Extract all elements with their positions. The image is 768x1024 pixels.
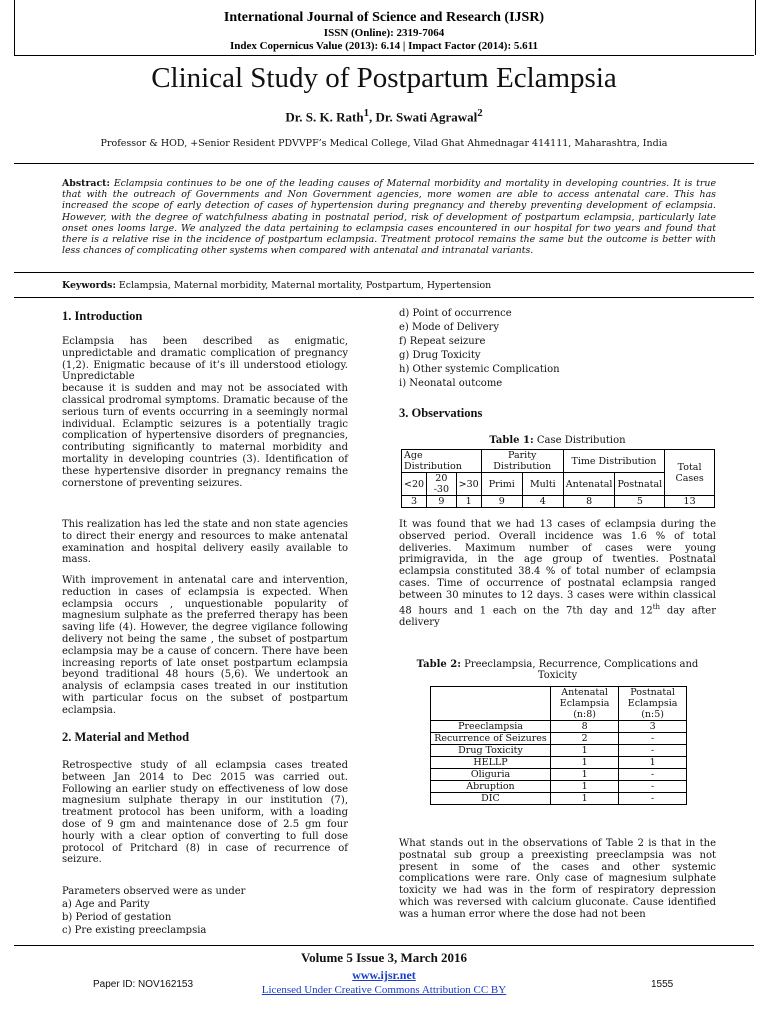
table1-sub: Primi (481, 473, 522, 496)
table2-h-ante: Antenatal Eclampsia (n:8) (551, 687, 619, 721)
params-list (62, 885, 348, 937)
intro-para-1 (62, 336, 348, 489)
table1 (401, 449, 715, 508)
footer-url-link[interactable]: www.ijsr.net (352, 968, 416, 982)
table2-h-post: Postnatal Eclampsia (n:5) (619, 687, 687, 721)
table2-cell: - (619, 733, 687, 745)
intro-heading: 1. Introduction (62, 309, 143, 323)
list-item: b) Period of gestation (62, 912, 172, 923)
list-item: a) Age and Parity (62, 899, 150, 910)
intro-para-1b: because it is sudden and may not be associated with classical prodromal symptoms. Dramatic because of the serious turn of events occurring in a seemingly normal individual. Eclamptic seizures is a potentially tragic complication of hypertensive disorders of pregnancies, contributing significantly to maternal morbidity and mortality in developing countries (3). Identification of these hypertensive disorder in pregnancy remains the cornerstone of preventing seizures. (62, 383, 348, 489)
list-item: h) Other systemic Complication (399, 364, 560, 375)
keywords-label: Keywords: (62, 280, 116, 291)
table2-caption-label: Table 2: (416, 659, 461, 670)
keywords (62, 280, 716, 291)
table2-cell: HELLP (431, 757, 551, 769)
intro-para-2: This realization has led the state and non state agencies to direct their energy and resources to make antenatal examination and hospital delivery easily available to mass. (62, 519, 348, 566)
table-row (431, 721, 687, 733)
table2-cell: 1 (551, 745, 619, 757)
table-row (431, 769, 687, 781)
abstract-bottom-rule (14, 272, 754, 273)
abstract-label: Abstract: (62, 178, 110, 189)
authors (0, 107, 768, 125)
observations-sup: th (652, 602, 661, 611)
observations-para-1a: It was found that we had 13 cases of eclampsia during the observed period. Overall incidence was 1.6 % of total deliveries. Maximum number of cases were young primigravida, in the age group of twenties. Postnatal eclampsia constituted 38.4 % of total number of eclampsia cases. Time of occurrence of postnatal eclampsia ranged between 30 minutes to 12 days. 3 cases were within classical 48 hours and 1 each on the 7th day and 12 (399, 519, 716, 616)
table2-cell: - (619, 793, 687, 805)
observations-heading: 3. Observations (399, 406, 483, 420)
table1-h-age: Age Distribution (402, 450, 482, 473)
list-item: g) Drug Toxicity (399, 350, 481, 361)
table2-cell: Abruption (431, 781, 551, 793)
keywords-rule (14, 297, 754, 298)
list-item: c) Pre existing preeclampsia (62, 925, 207, 936)
table-row (431, 733, 687, 745)
observations-para-1b: day after delivery (399, 604, 716, 628)
params-list-cont (399, 307, 716, 391)
affiliation: Professor & HOD, +Senior Resident PDVVPF’s Medical College, Vilad Ghat Ahmednagar 414111, Maharashtra, India (100, 138, 668, 149)
table2-h-blank (431, 687, 551, 721)
intro-para-1a: Eclampsia has been described as enigmatic, unpredictable and dramatic complication of pregnancy (1,2). Enigmatic because of it’s ill understood etiology. Unpredictable (62, 336, 348, 383)
table1-caption-label: Table 1: (489, 435, 534, 446)
table2-cell: - (619, 781, 687, 793)
abstract-text: Eclampsia continues to be one of the leading causes of Maternal morbidity and mortality in developing countries. It is true that with the outreach of Governments and Non Government agencies, more women are able to access antenatal care. This has increased the scope of early detection of cases of hypertension during pregnancy and thereby preventing development of eclampsia. However, with the degree of watchfulness abating in postnatal period, risk of development of postpartum eclampsia, particularly late onset ones looms large. We analyzed the data pertaining to eclampsia cases encountered in our hospital for two years and found that there is a relative rise in the incidence of postpartum eclampsia. Treatment protocol remains the same but the outcome is better with less chances of complicating other systems when compared with antenatal and intranatal variants. (62, 178, 716, 257)
table-row (431, 781, 687, 793)
table2-cell: 1 (551, 781, 619, 793)
table2 (430, 686, 687, 805)
table2-caption (399, 659, 716, 681)
intro-para-3: With improvement in antenatal care and intervention, reduction in cases of eclampsia is expected. When eclampsia occurs , unquestionable popularity of magnesium sulphate as the preferred therapy has been saving life (4). However, the degree vigilance following delivery not being the same , the subset of postpartum eclampsia may be a cause of concern. There have been increasing reports of late onset postpartum eclampsia beyond traditional 48 hours (5,6). We undertook an analysis of eclampsia cases treated in our institution with particular focus on the subset of postpartum eclampsia. (62, 575, 348, 716)
list-item: e) Mode of Delivery (399, 322, 499, 333)
author-1-sup: 1 (363, 107, 370, 119)
method-heading: 2. Material and Method (62, 730, 190, 744)
author-1: Dr. S. K. Rath (285, 109, 364, 125)
journal-name: International Journal of Science and Research (IJSR) (223, 10, 545, 25)
table1-val: 1 (456, 496, 481, 508)
table-row (431, 793, 687, 805)
abstract-top-rule (14, 163, 754, 164)
method-para-1: Retrospective study of all eclampsia cases treated between Jan 2014 to Dec 2015 was carried out. Following an earlier study on effectiveness of low dose magnesium sulphate therapy in our institution (7), treatment protocol has been uniform, with a loading dose of 9 gm and maintenance dose of 2.5 gm four hourly with a clear option of converting to full dose protocol of Pritchard (8) in case of recurrence of seizure. (62, 760, 348, 866)
table1-val: 8 (563, 496, 615, 508)
table1-val: 3 (402, 496, 427, 508)
list-item: d) Point of occurrence (399, 308, 512, 319)
author-2: Dr. Swati Agrawal (375, 109, 478, 125)
table2-cell: 1 (551, 757, 619, 769)
footer-volume: Volume 5 Issue 3, March 2016 (300, 950, 468, 965)
table2-cell: Drug Toxicity (431, 745, 551, 757)
params-intro: Parameters observed were as under (62, 886, 246, 897)
table2-cell: 1 (551, 769, 619, 781)
table2-cell: - (619, 745, 687, 757)
table1-val: 9 (481, 496, 522, 508)
table2-caption-text: Preeclampsia, Recurrence, Complications and Toxicity (460, 659, 699, 681)
paper-id: Paper ID: NOV162153 (93, 979, 194, 990)
table2-cell: DIC (431, 793, 551, 805)
table1-h-parity: Parity Distribution (481, 450, 563, 473)
table1-sub: Antenatal (563, 473, 615, 496)
header-rule (14, 55, 754, 56)
table1-val: 5 (615, 496, 665, 508)
abstract (62, 178, 716, 256)
author-2-sup: 2 (477, 107, 483, 119)
table2-cell: 3 (619, 721, 687, 733)
issn: ISSN (Online): 2319-7064 (323, 27, 445, 39)
author-separator: , (369, 109, 376, 125)
table2-cell: Preeclampsia (431, 721, 551, 733)
table1-sub: >30 (456, 473, 481, 496)
observations-para-1 (399, 519, 716, 629)
table-row (431, 745, 687, 757)
table2-cell: 8 (551, 721, 619, 733)
table1-val: 13 (665, 496, 715, 508)
table2-cell: - (619, 769, 687, 781)
list-item: f) Repeat seizure (399, 336, 486, 347)
observations-para-2: What stands out in the observations of Table 2 is that in the postnatal sub group a preexisting preeclampsia was not present in some of the cases and other systemic complications were rare. Only case of magnesium sulphate toxicity we had was in the form of respiratory depression which was reversed with calcium gluconate. Cause identified was a human error where the dose had not been (399, 838, 716, 920)
table2-body (431, 721, 687, 805)
table1-h-time: Time Distribution (563, 450, 664, 473)
table1-val: 9 (427, 496, 457, 508)
footer-license-link[interactable]: Licensed Under Creative Commons Attribution CC BY (261, 984, 507, 996)
table2-cell: Oliguria (431, 769, 551, 781)
table2-cell: 1 (619, 757, 687, 769)
table1-h-total: Total Cases (665, 450, 715, 496)
table1-sub: 20 -30 (427, 473, 457, 496)
table1-caption-text: Case Distribution (533, 435, 626, 446)
table1-sub: Multi (522, 473, 563, 496)
page-number: 1555 (651, 979, 674, 990)
page-title: Clinical Study of Postpartum Eclampsia (151, 62, 617, 94)
table2-cell: Recurrence of Seizures (431, 733, 551, 745)
table-row (431, 757, 687, 769)
table1-sub: Postnatal (615, 473, 665, 496)
keywords-text: Eclampsia, Maternal morbidity, Maternal mortality, Postpartum, Hypertension (118, 280, 492, 291)
table1-sub: <20 (402, 473, 427, 496)
list-item: i) Neonatal outcome (399, 378, 503, 389)
footer-rule (14, 945, 754, 946)
table2-cell: 1 (551, 793, 619, 805)
table1-val: 4 (522, 496, 563, 508)
table1-caption (399, 435, 716, 446)
index-impact: Index Copernicus Value (2013): 6.14 | Impact Factor (2014): 5.611 (229, 40, 539, 52)
table2-cell: 2 (551, 733, 619, 745)
